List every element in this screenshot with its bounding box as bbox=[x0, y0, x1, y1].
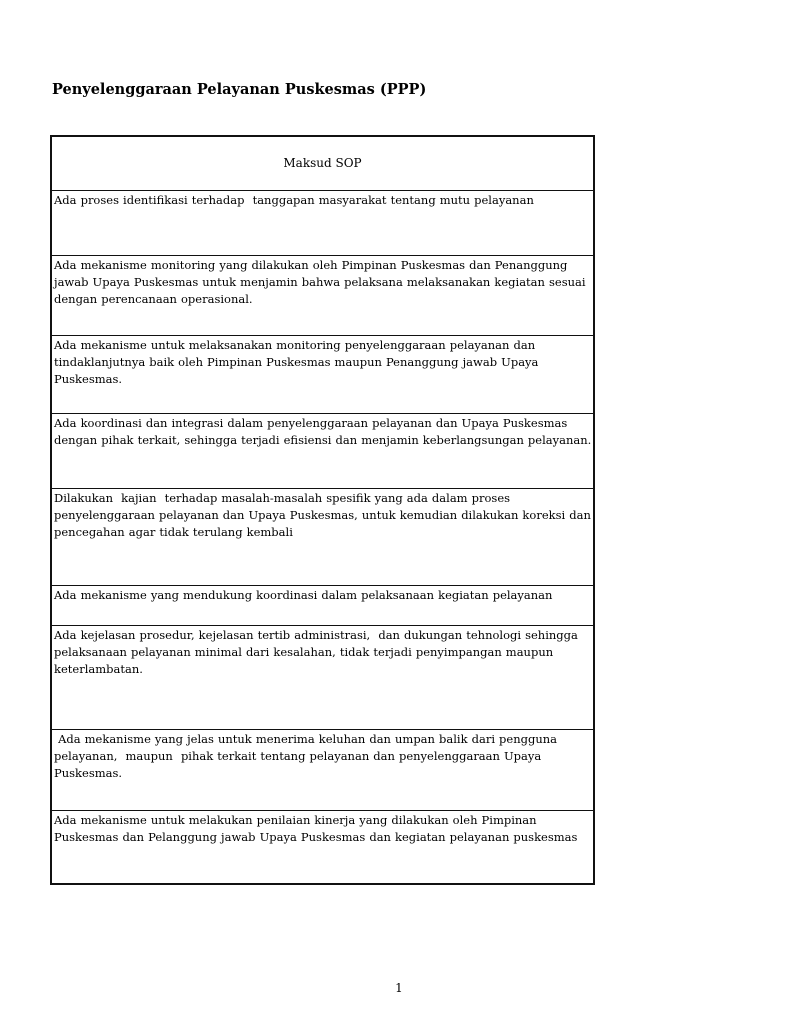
table-cell-text: Ada proses identifikasi terhadap tanggapan masyarakat tentang mutu pelayanan bbox=[54, 193, 534, 207]
table-row bbox=[51, 256, 594, 336]
table-cell-text: Ada mekanisme monitoring yang dilakukan oleh Pimpinan Puskesmas dan Penanggung jawab Upaya Puskesmas untuk menjamin bahwa pelaksana melaksanakan kegiatan sesuai dengan perencanaan operasional. bbox=[54, 258, 590, 306]
table-row bbox=[51, 586, 594, 626]
table-row bbox=[51, 730, 594, 811]
table-cell bbox=[51, 586, 594, 626]
table-row bbox=[51, 626, 594, 730]
table-cell-text: Ada mekanisme untuk melakukan penilaian kinerja yang dilakukan oleh Pimpinan Puskesmas dan Pelanggung jawab Upaya Puskesmas dan kegiatan pelayanan puskesmas bbox=[54, 813, 578, 844]
table-cell bbox=[51, 256, 594, 336]
sop-table-head bbox=[51, 136, 594, 191]
table-row bbox=[51, 489, 594, 586]
table-cell bbox=[51, 730, 594, 811]
table-cell bbox=[51, 626, 594, 730]
table-cell bbox=[51, 414, 594, 489]
table-cell-text: Ada mekanisme yang jelas untuk menerima keluhan dan umpan balik dari pengguna pelayanan, maupun pihak terkait tentang pelayanan dan penyelenggaraan Upaya Puskesmas. bbox=[54, 732, 562, 780]
sop-table-body bbox=[51, 191, 594, 885]
table-cell-text: Ada koordinasi dan integrasi dalam penyelenggaraan pelayanan dan Upaya Puskesmas dengan pihak terkait, sehingga terjadi efisiensi dan menjamin keberlangsungan pelayanan. bbox=[54, 416, 592, 447]
table-cell bbox=[51, 489, 594, 586]
page-number: 1 bbox=[395, 981, 403, 995]
sop-table bbox=[50, 135, 595, 885]
table-header-row bbox=[51, 136, 594, 191]
table-cell bbox=[51, 191, 594, 256]
table-cell-text: Ada mekanisme yang mendukung koordinasi dalam pelaksanaan kegiatan pelayanan bbox=[54, 588, 553, 602]
table-row bbox=[51, 811, 594, 885]
table-cell-text: Dilakukan kajian terhadap masalah-masalah spesifik yang ada dalam proses penyelenggaraan pelayanan dan Upaya Puskesmas, untuk kemudian dilakukan koreksi dan pencegahan agar tidak terulang kembali bbox=[54, 491, 595, 539]
table-cell bbox=[51, 811, 594, 885]
table-row bbox=[51, 191, 594, 256]
table-cell-text: Ada kejelasan prosedur, kejelasan tertib administrasi, dan dukungan tehnologi sehingga pelaksanaan pelayanan minimal dari kesalahan, tidak terjadi penyimpangan maupun keterlambatan. bbox=[54, 628, 582, 676]
table-cell-text: Ada mekanisme untuk melaksanakan monitoring penyelenggaraan pelayanan dan tindaklanjutnya baik oleh Pimpinan Puskesmas maupun Penanggung jawab Upaya Puskesmas. bbox=[54, 338, 543, 386]
table-row bbox=[51, 414, 594, 489]
table-header-maksud-sop: Maksud SOP bbox=[51, 136, 594, 191]
table-cell bbox=[51, 336, 594, 414]
table-row bbox=[51, 336, 594, 414]
page-title: Penyelenggaraan Pelayanan Puskesmas (PPP) bbox=[52, 81, 427, 98]
